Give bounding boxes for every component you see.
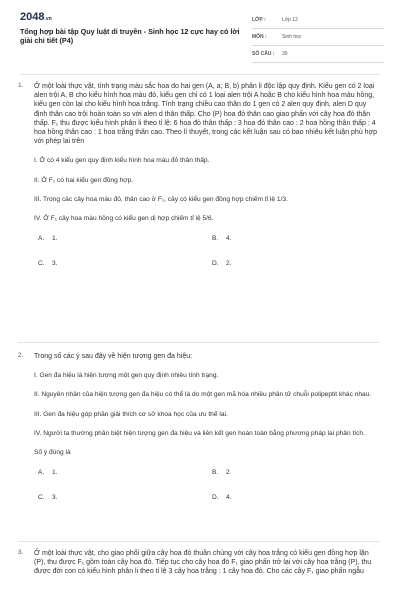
meta-subject: MÔN : Sinh học (252, 31, 384, 46)
site-logo[interactable]: 2048.vn (20, 11, 52, 23)
document-meta (252, 14, 384, 65)
option-c[interactable]: C. 3. (38, 494, 58, 502)
question-body (34, 352, 378, 509)
question-body (34, 82, 378, 275)
question-number: 3. (18, 549, 24, 556)
question-divider (18, 541, 380, 542)
option-c[interactable]: C. 3. (38, 260, 58, 268)
question-stem: Ở một loài thực vật, cho giao phối giữa cây hoa đỏ thuần chủng với cây hoa trắng có kiểu gen đồng hợp lặn (P), thu được F₁ gồm toàn cây hoa đỏ. Tiếp tục cho cây hoa đỏ F₁ giao phấn trở lại với cây hoa trắng (P), thu được đời con có kiểu hình phân li theo tỉ lệ 3 cây hoa trắng : 1 cây hoa đỏ. Cho các cây F₁ giao phấn ngẫu (34, 550, 372, 576)
option-d[interactable]: D. 4. (212, 494, 232, 502)
question-number: 1. (18, 82, 24, 89)
option-a[interactable]: A. 1. (38, 235, 58, 243)
question-body (34, 549, 378, 577)
question-divider (18, 342, 380, 343)
question-stem: Ở một loài thực vật, tính trạng màu sắc hoa do hai gen (A, a; B, b) phân li độc lập quy định. Kiểu gen có 2 loại alen trội A, B cho kiểu hình hoa màu đỏ, kiểu gen chỉ có 1 loại alen trội A hoặc B cho kiểu hình hoa màu hồng, kiểu gen còn lại cho kiểu hình hoa trắng. Tính trạng chiều cao thân do 1 gen có 2 alen quy định, alen D quy định thân cao trội hoàn toàn so với alen d thân thấp. Cho (P) hoa đỏ thân cao giao phấn với cây hoa đỏ thân thấp. F₁ thu được kiểu hình phân li theo tỉ lệ: 6 hoa đỏ thân thấp : 3 hoa đỏ thân cao : 2 hoa hồng thân thấp : 4 hoa hồng thân cao : 1 hoa trắng thân cao. Theo lí thuyết, trong các kết luận sau có bao nhiêu kết luận phù hợp với phép lai trên (34, 83, 378, 146)
statement-3: III. Trong các cây hoa màu đỏ, thân cao ở F₁, cây có kiểu gen đồng hợp chiếm tỉ lệ 1/3. (34, 195, 288, 203)
statement-2: II. Nguyên nhân của hiện tượng gen đa hiệu có thể là do một gen mã hóa nhiều phân tử chuỗi polipeptit khác nhau. (34, 391, 372, 399)
statement-1: I. Ở có 4 kiểu gen quy định kiểu hình hoa màu đỏ thân thấp. (34, 157, 210, 165)
answer-options (34, 469, 378, 509)
option-b[interactable]: B. 4. (212, 235, 232, 243)
statement-2: II. Ở F₁ có hai kiểu gen đồng hợp. (34, 176, 134, 184)
option-b[interactable]: B. 2. (212, 469, 232, 477)
statement-4: IV. Ở F₁ cây hoa màu hồng có kiểu gen dị hợp chiếm tỉ lệ 5/6. (34, 215, 214, 223)
question-prompt: Số ý đúng là (34, 449, 71, 457)
statement-1: I. Gen đa hiệu là hiện tượng một gen quy định nhiều tính trạng. (34, 372, 219, 380)
header-divider (20, 74, 380, 75)
statement-4: IV. Người ta thường phân biệt hiện tượng gen đa hiệu và liên kết gen hoàn toàn bằng phương pháp lai phân tích. (34, 429, 365, 437)
option-a[interactable]: A. 1. (38, 469, 58, 477)
answer-options (34, 235, 378, 275)
document-title: Tổng hợp bài tập Quy luật di truyền - Sinh học 12 cực hay có lời giải chi tiết (P4) (20, 27, 240, 45)
meta-question-count: SỐ CÂU : 30 (252, 48, 384, 63)
meta-class: LỚP : Lớp 12 (252, 14, 384, 29)
question-number: 2. (18, 352, 24, 359)
option-d[interactable]: D. 2. (212, 260, 232, 268)
question-stem: Trong số các ý sau đây về hiện tượng gen đa hiệu: (34, 353, 193, 360)
document-header (0, 0, 400, 62)
statement-3: III. Gen đa hiệu góp phần giải thích cơ sở khoa học của ưu thế lai. (34, 410, 228, 418)
